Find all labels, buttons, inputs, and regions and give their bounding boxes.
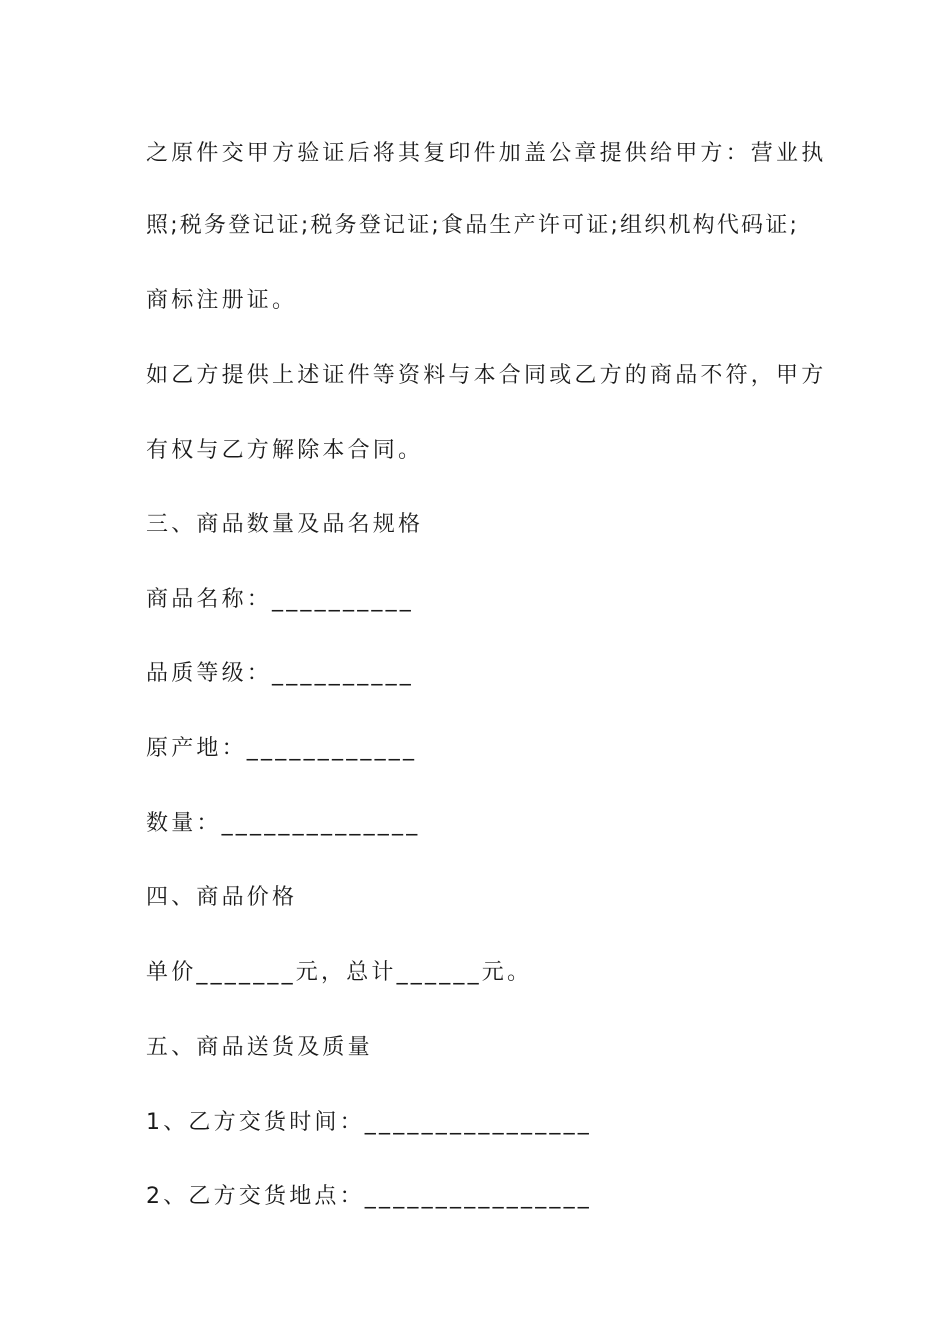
paragraph-line-4: 如乙方提供上述证件等资料与本合同或乙方的商品不符，甲方	[146, 363, 827, 388]
paragraph-line-2: 照;税务登记证;税务登记证;食品生产许可证;组织机构代码证;	[146, 213, 800, 238]
paragraph-line-3: 商标注册证。	[146, 288, 298, 313]
field-quantity: 数量：______________	[146, 811, 421, 836]
field-price: 单价_______元，总计______元。	[146, 960, 533, 985]
section-heading-3: 三、商品数量及品名规格	[146, 512, 424, 537]
section-heading-4: 四、商品价格	[146, 885, 298, 910]
paragraph-line-1: 之原件交甲方验证后将其复印件加盖公章提供给甲方：营业执	[146, 141, 827, 166]
paragraph-line-5: 有权与乙方解除本合同。	[146, 438, 424, 463]
field-delivery-time: 1、乙方交货时间：________________	[146, 1110, 592, 1135]
field-quality-grade: 品质等级：__________	[146, 661, 415, 686]
section-heading-5: 五、商品送货及质量	[146, 1035, 373, 1060]
field-origin: 原产地：____________	[146, 736, 418, 761]
field-delivery-place: 2、乙方交货地点：________________	[146, 1184, 592, 1209]
field-product-name: 商品名称：__________	[146, 587, 415, 612]
